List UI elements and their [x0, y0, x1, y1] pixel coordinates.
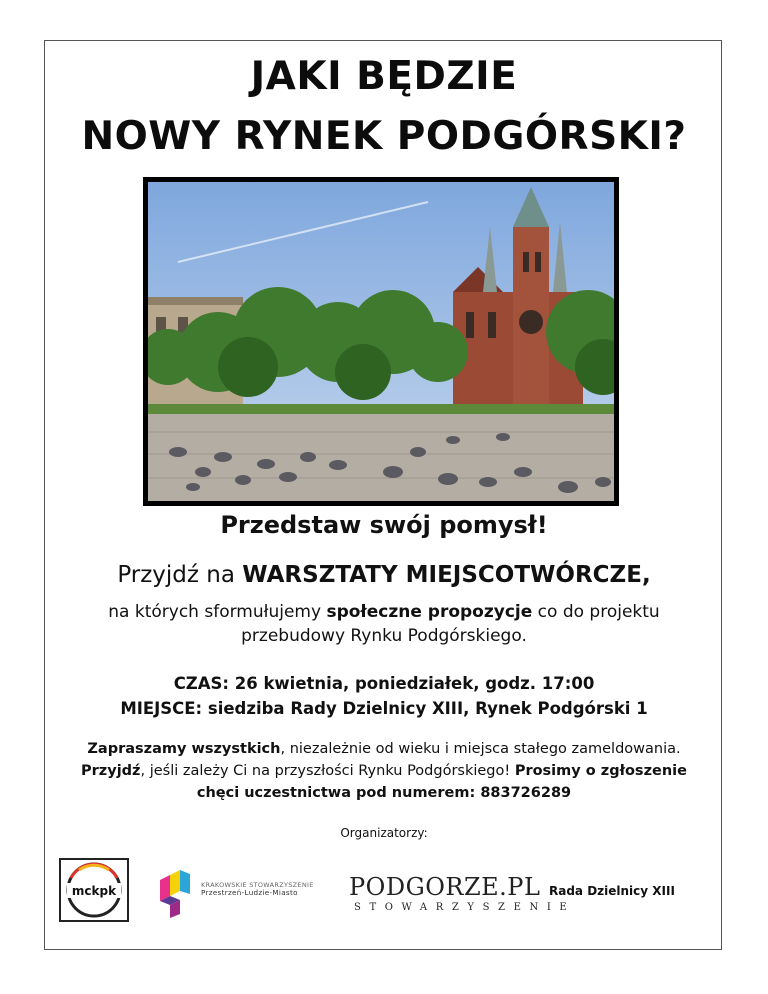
intro-part-1: na których sformułujemy: [108, 602, 327, 622]
intro-bold: społeczne propozycje: [326, 602, 533, 622]
event-time: CZAS: 26 kwietnia, poniedziałek, godz. 17:00: [173, 674, 595, 693]
intro-line-2: przebudowy Rynku Podgórskiego.: [241, 626, 527, 646]
rada-dzielnicy-logo: Rada Dzielnicy XIII: [549, 884, 675, 898]
ks-logo-icon: [156, 866, 196, 918]
invite-text-2: , jeśli zależy Ci na przyszłości Rynku Podgórskiego!: [140, 763, 515, 779]
market-square-photo: [143, 177, 619, 506]
mckpk-logo-graphic: [59, 858, 129, 922]
event-place: MIEJSCE: siedziba Rady Dzielnicy XIII, Rynek Podgórski 1: [120, 699, 648, 718]
ks-line-2: Przestrzeń-Ludzie-Miasto: [201, 888, 298, 897]
mckpk-text: mckpk: [71, 884, 117, 898]
invite-line-3: chęci uczestnictwa pod numerem: 883726289: [196, 785, 572, 801]
workshop-heading: [0, 562, 768, 588]
intro-part-2: co do projektu: [532, 602, 660, 622]
organizers-label: Organizatorzy:: [340, 826, 428, 840]
ks-logo-shapes: [156, 866, 196, 918]
title-line-2: NOWY RYNEK PODGÓRSKI?: [81, 114, 687, 159]
workshop-intro: [0, 600, 768, 648]
workshop-name: WARSZTATY MIEJSCOTWÓRCZE,: [242, 562, 651, 588]
ks-line-1: KRAKOWSKIE STOWARZYSZENIE: [201, 881, 314, 889]
mckpk-logo: [59, 858, 129, 922]
title-line-1: JAKI BĘDZIE: [250, 54, 518, 99]
headline-idea: Przedstaw swój pomysł!: [220, 511, 548, 539]
invite-bold-3: Prosimy o zgłoszenie: [514, 763, 687, 779]
workshop-prefix: Przyjdź na: [117, 562, 243, 588]
podgorze-logo: PODGORZE.PL: [349, 873, 541, 901]
event-details: [0, 671, 768, 721]
invite-bold-1: Zapraszamy wszystkich: [87, 741, 281, 757]
invite-text-1: , niezależnie od wieku i miejsca stałego zameldowania.: [280, 741, 681, 757]
invitation-text: [0, 738, 768, 804]
photo-illustration: [148, 182, 614, 501]
podgorze-subtitle: STOWARZYSZENIE: [354, 902, 576, 913]
invite-bold-2: Przyjdź: [81, 763, 141, 779]
ks-logo-text: [201, 881, 314, 897]
